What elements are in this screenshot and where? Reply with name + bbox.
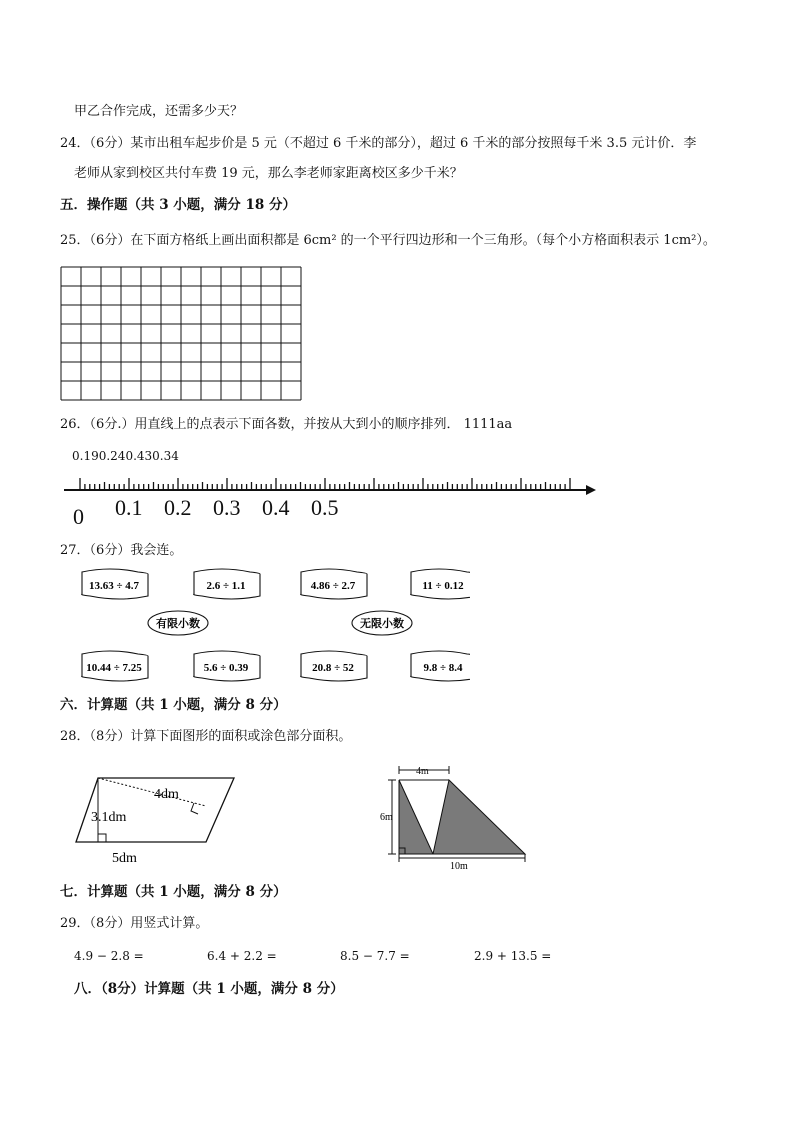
label-diagonal: 4dm: [154, 787, 179, 802]
svg-text:10.44 ÷ 7.25: 10.44 ÷ 7.25: [86, 662, 142, 674]
expression-card-bottom: [411, 651, 470, 681]
svg-text:2.6 ÷ 1.1: 2.6 ÷ 1.1: [206, 580, 246, 592]
matching-exercise: [70, 566, 470, 688]
arrow-right-icon: [586, 485, 596, 495]
number-line-label: 0.5: [311, 495, 339, 520]
q23-tail: 甲乙合作完成，还需多少天？: [74, 104, 244, 119]
q26-text: 26．（6分.）用直线上的点表示下面各数，并按从大到小的顺序排列． 1111aa: [60, 417, 513, 432]
expression-card-top: [82, 569, 148, 599]
number-line-label: 0.1: [115, 495, 143, 520]
svg-text:20.8 ÷ 52: 20.8 ÷ 52: [312, 662, 354, 674]
expression-card-top: [411, 569, 470, 599]
parallelogram-figure: [70, 772, 240, 868]
svg-text:11 ÷ 0.12: 11 ÷ 0.12: [422, 580, 464, 592]
calc-1: 4.9 − 2.8 =: [74, 949, 144, 963]
number-line-label: 0.3: [213, 495, 241, 520]
square-grid: [60, 266, 302, 402]
label-top-width: 4m: [416, 766, 429, 777]
label-base: 5dm: [112, 851, 137, 866]
label-height: 6m: [380, 812, 393, 823]
expression-card-bottom: [82, 651, 148, 681]
calc-2: 6.4 + 2.2 =: [207, 949, 277, 963]
svg-text:有限小数: 有限小数: [156, 618, 200, 630]
section-7-heading: 七．计算题（共 1 小题，满分 8 分）: [60, 884, 287, 900]
q29-text: 29．（8分）用竖式计算。: [60, 916, 209, 931]
number-line-label: 0.4: [262, 495, 290, 520]
svg-text:无限小数: 无限小数: [360, 618, 404, 630]
section-5-heading: 五．操作题（共 3 小题，满分 18 分）: [60, 197, 296, 213]
triangle-figure: [378, 760, 530, 874]
expression-card-top: [194, 569, 260, 599]
q24-line1: 24．（6分）某市出租车起步价是 5 元（不超过 6 千米的部分），超过 6 千米的部分按照每千米 3.5 元计价．李: [60, 136, 697, 151]
calc-4: 2.9 + 13.5 =: [474, 949, 552, 963]
q28-text: 28．（8分）计算下面图形的面积或涂色部分面积。: [60, 729, 352, 744]
section-6-heading: 六．计算题（共 1 小题，满分 8 分）: [60, 697, 287, 713]
infinite-decimal-oval: [352, 611, 412, 635]
q24-line2: 老师从家到校区共付车费 19 元，那么李老师家距离校区多少千米？: [74, 166, 463, 181]
number-line: [60, 474, 600, 528]
number-line-label: 0: [73, 504, 84, 528]
svg-text:4.86 ÷ 2.7: 4.86 ÷ 2.7: [310, 580, 356, 592]
finite-decimal-oval: [148, 611, 208, 635]
label-base: 10m: [450, 861, 468, 872]
section-8-heading: 八．（8分）计算题（共 1 小题，满分 8 分）: [74, 981, 344, 997]
expression-card-bottom: [194, 651, 260, 681]
calc-3: 8.5 − 7.7 =: [340, 949, 410, 963]
svg-text:13.63 ÷ 4.7: 13.63 ÷ 4.7: [88, 580, 140, 592]
expression-card-bottom: [301, 651, 367, 681]
number-line-label: 0.2: [164, 495, 192, 520]
svg-text:9.8 ÷ 8.4: 9.8 ÷ 8.4: [423, 662, 463, 674]
svg-text:5.6 ÷ 0.39: 5.6 ÷ 0.39: [203, 662, 249, 674]
label-height: 3.1dm: [91, 810, 127, 825]
q26-numbers: 0.190.240.430.34: [72, 449, 179, 463]
expression-card-top: [301, 569, 367, 599]
q27-text: 27．（6分）我会连。: [60, 543, 183, 558]
q25-text: 25．（6分）在下面方格纸上画出面积都是 6cm² 的一个平行四边形和一个三角形。（每个小方格面积表示 1cm²）。: [60, 233, 716, 248]
